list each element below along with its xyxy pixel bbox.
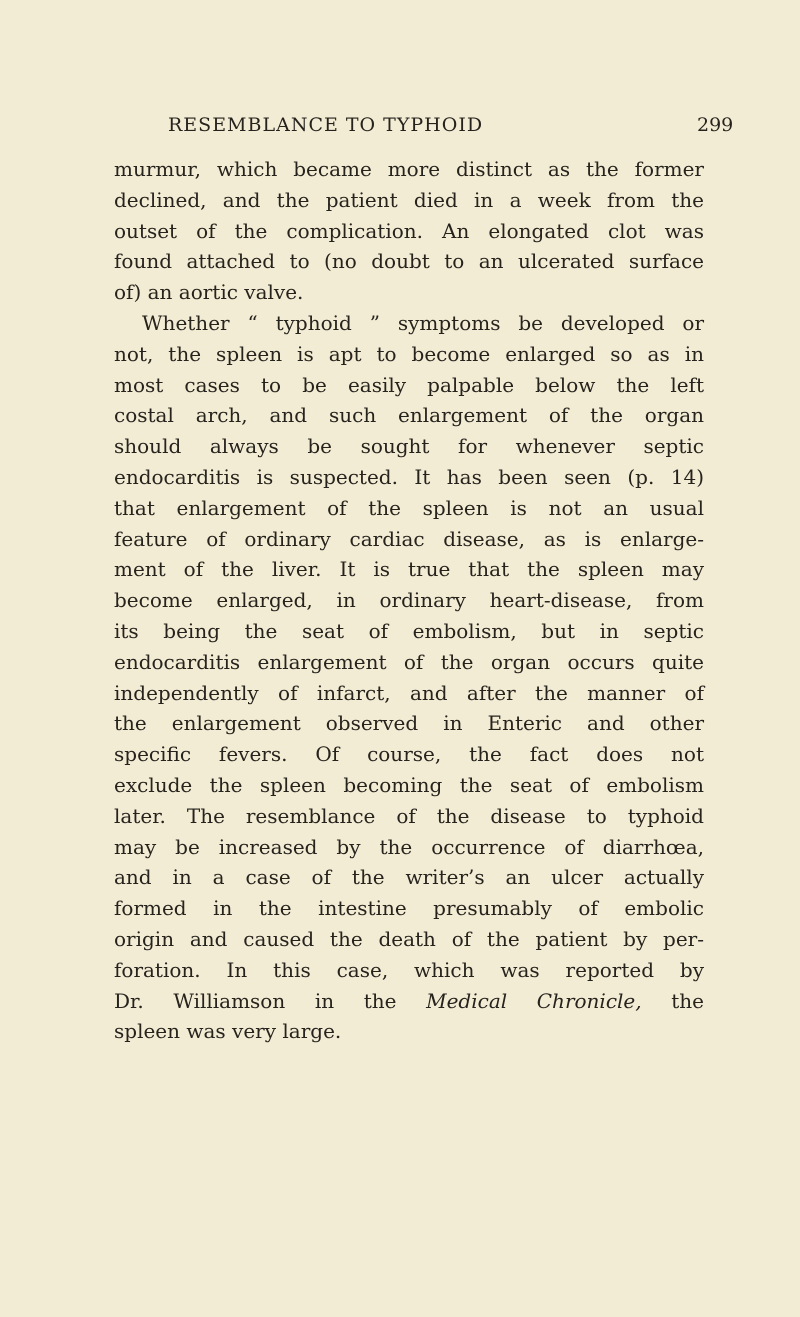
text-line: origin and caused the death of the patient by per- — [114, 926, 704, 951]
paragraph-1 — [114, 154, 704, 308]
text-segment: Dr. Williamson in the — [114, 988, 427, 1013]
body-text — [114, 154, 704, 1047]
text-line: murmur, which became more distinct as the former — [114, 157, 704, 181]
text-line: most cases to be easily palpable below the left — [114, 372, 704, 397]
text-line: Whether “ typhoid ” symptoms be developed or — [142, 310, 704, 335]
text-line: later. The resemblance of the disease to typhoid — [114, 803, 704, 828]
text-line — [114, 986, 704, 1017]
text-line: declined, and the patient died in a week from the — [114, 187, 704, 212]
running-head: RESEMBLANCE TO TYPHOID — [168, 114, 484, 136]
text-line: endocarditis is suspected. It has been seen (p. 14) — [114, 464, 704, 489]
text-line: independently of infarct, and after the manner of — [114, 680, 704, 705]
text-line: formed in the intestine presumably of embolic — [114, 896, 704, 921]
text-line: outset of the complication. An elongated clot was — [114, 218, 704, 243]
text-line: costal arch, and such enlargement of the organ — [114, 403, 704, 428]
text-line: ment of the liver. It is true that the spleen may — [114, 557, 704, 582]
page-number: 299 — [697, 114, 734, 136]
text-line: its being the seat of embolism, but in septic — [114, 618, 704, 643]
text-segment: the — [641, 988, 704, 1013]
text-line: feature of ordinary cardiac disease, as is enlarge- — [114, 526, 704, 551]
text-line: the enlargement observed in Enteric and other — [114, 711, 704, 736]
text-line: specific fevers. Of course, the fact does not — [114, 742, 704, 767]
text-line: not, the spleen is apt to become enlarged so as in — [114, 341, 704, 366]
text-line: should always be sought for whenever septic — [114, 434, 704, 459]
text-line: exclude the spleen becoming the seat of embolism — [114, 772, 704, 797]
text-line: become enlarged, in ordinary heart-disease, from — [114, 588, 704, 613]
text-line: that enlargement of the spleen is not an usual — [114, 495, 704, 520]
text-line: found attached to (no doubt to an ulcerated surface — [114, 249, 704, 274]
text-line: endocarditis enlargement of the organ occurs quite — [114, 649, 704, 674]
text-line: foration. In this case, which was reported by — [114, 957, 704, 982]
text-line: and in a case of the writer’s an ulcer actually — [114, 865, 704, 890]
paragraph-2 — [114, 308, 704, 1047]
text-line: of) an aortic valve. — [114, 280, 304, 305]
text-line: may be increased by the occurrence of diarrhœa, — [114, 834, 704, 859]
text-line: spleen was very large. — [114, 1019, 342, 1044]
journal-title: Medical Chronicle, — [426, 988, 642, 1013]
